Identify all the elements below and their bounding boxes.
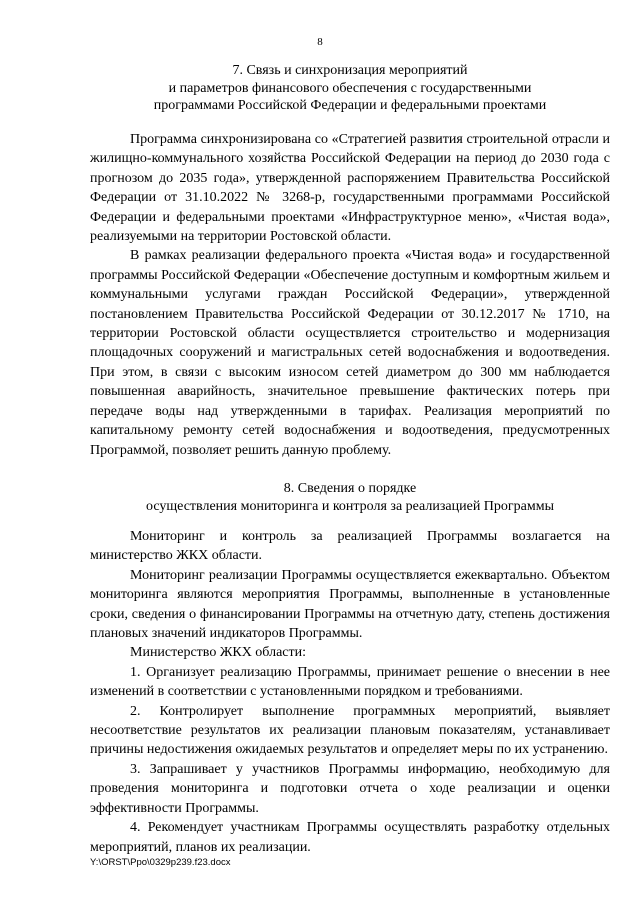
list-item: 2. Контролирует выполнение программных мероприятий, выявляет несоответствие результатов их реализации плановым показателям, устанавливает причины недостижения ожидаемых результатов и определяет меры по их устранению. [90, 703, 610, 758]
section-7-title-line: программами Российской Федерации и федеральными проектами [153, 98, 547, 113]
list-item: 4. Рекомендует участникам Программы осуществлять разработку отдельных мероприятий, планов их реализации. [90, 820, 610, 855]
paragraph: В рамках реализации федерального проекта «Чистая вода» и государственной программы Российской Федерации «Обеспечение доступным и комфортным жильем и коммунальными услугами граждан Российской Федерации», утвержденной постановлением Правительства Российской Федерации от 30.12.2017 № 1710, на территории Ростовской области осуществляется строительство и модернизация площадочных сооружений и магистральных сетей водоснабжения и водоотведения. При этом, в связи с высоким износом сетей диаметром до 300 мм наблюдается повышенная аварийность, значительное превышение фактических потерь при передаче воды над утвержденными в тарифах. Реализация мероприятий по капитальному ремонту сетей водоснабжения и водоотведения, предусмотренных Программой, позволяет решить данную проблему. [90, 248, 610, 458]
section-8-body [90, 527, 610, 857]
section-8-heading [90, 480, 610, 515]
section-7-heading [90, 62, 610, 115]
paragraph: Мониторинг и контроль за реализацией Программы возлагается на министерство ЖКХ области. [90, 529, 610, 564]
paragraph: Министерство ЖКХ области: [130, 645, 306, 661]
section-8-title-line: осуществления мониторинга и контроля за реализацией Программы [146, 498, 554, 514]
list-item: 3. Запрашивает у участников Программы информацию, необходимую для проведения мониторинга и подготовки отчета о ходе реализации и оценки эффективности Программы. [90, 761, 610, 816]
list-item: 1. Организует реализацию Программы, принимает решение о внесении в нее изменений в соответствии с установленными порядком и требованиями. [90, 664, 610, 700]
file-path-footer: Y:\ORST\Ppo\0329p239.f23.docx [90, 857, 231, 868]
page-number: 8 [317, 36, 323, 48]
section-8-title-line: 8. Сведения о порядке [283, 481, 417, 496]
paragraph: Мониторинг реализации Программы осуществляется ежеквартально. Объектом мониторинга являются мероприятия Программы, выполненные в установленные сроки, сведения о финансировании Программы на отчетную дату, степень достижения плановых значений индикаторов Программы. [90, 567, 610, 642]
section-7-title-line: 7. Связь и синхронизация мероприятий [232, 63, 468, 78]
section-7-body [90, 130, 610, 460]
section-7-title-line: и параметров финансового обеспечения с государственными [168, 80, 532, 96]
paragraph: Программа синхронизирована со «Стратегией развития строительной отрасли и жилищно-коммунального хозяйства Российской Федерации на период до 2030 года с прогнозом до 2035 года», утвержденной распоряжением Правительства Российской Федерации от 31.10.2022 № 3268-р, государственными программами Российской Федерации и федеральными проектами «Инфраструктурное меню», «Чистая вода», реализуемыми на территории Ростовской области. [90, 132, 610, 245]
